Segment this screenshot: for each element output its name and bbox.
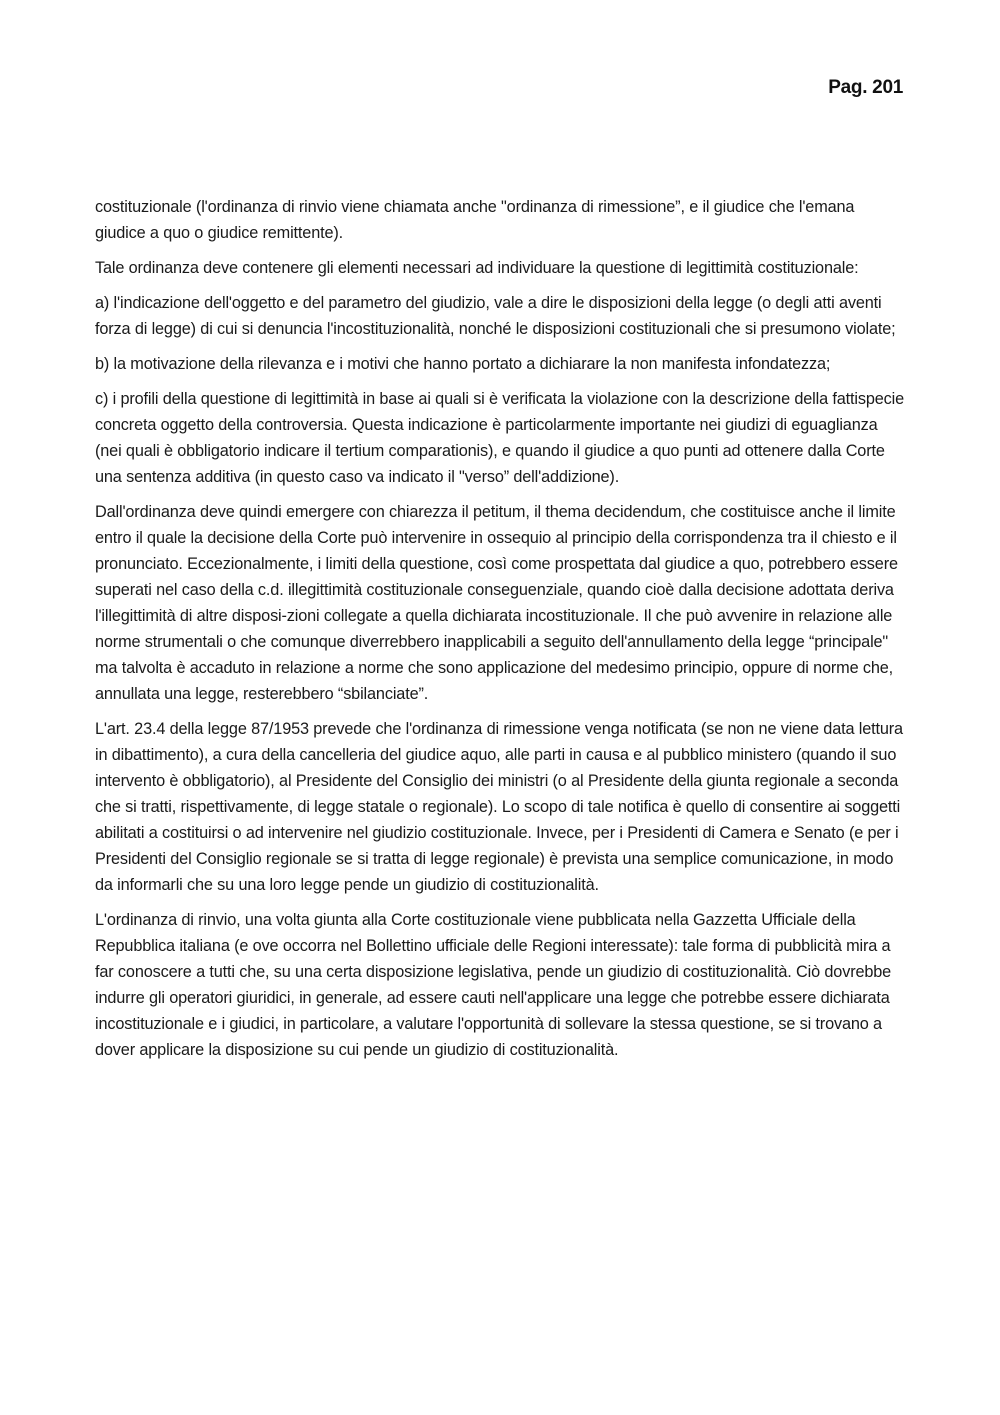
paragraph-item-b: b) la motivazione della rilevanza e i motivi che hanno portato a dichiarare la non manifesta infondatezza; xyxy=(95,355,831,373)
paragraph-item-c: c) i profili della questione di legittimità in base ai quali si è verificata la violazione con la descrizione della fattispecie concreta oggetto della controversia. Questa indicazione è particolarmente importante nei giudizi di eguaglianza (nei quali è obbligatorio indicare il tertium comparationis), e quando il giudice a quo punti ad ottenere dalla Corte una sentenza additiva (in questo caso va indicato il "verso” dell'addizione). xyxy=(95,390,905,486)
paragraph-item-a: a) l'indicazione dell'oggetto e del parametro del giudizio, vale a dire le disposizioni della legge (o degli atti aventi forza di legge) di cui si denuncia l'incostituzionalità, nonché le disposizioni costituzionali che si presumono violate; xyxy=(95,294,896,338)
paragraph-publication: L'ordinanza di rinvio, una volta giunta alla Corte costituzionale viene pubblicata nella Gazzetta Ufficiale della Repubblica italiana (e ove occorra nel Bollettino ufficiale delle Regioni interessate): tale forma di pubblicità mira a far conoscere a tutti che, su una certa disposizione legislativa, pende un giudizio di costituzionalità. Ciò dovrebbe indurre gli operatori giuridici, in generale, ad essere cauti nell'applicare una legge che potrebbe essere dichiarata incostituzionale e i giudici, in particolare, a valutare l'opportunità di sollevare la stessa questione, se si trovano a dover applicare la disposizione su cui pende un giudizio di costituzionalità. xyxy=(95,911,892,1059)
document-body xyxy=(95,194,907,1072)
paragraph-continuation: costituzionale (l'ordinanza di rinvio viene chiamata anche "ordinanza di rimessione”, e il giudice che l'emana giudice a quo o giudice remittente). xyxy=(95,198,855,242)
paragraph-ordinance-contents: Tale ordinanza deve contenere gli elementi necessari ad individuare la questione di legittimità costituzionale: xyxy=(95,259,859,277)
page-number: Pag. 201 xyxy=(828,77,903,98)
paragraph-notification: L'art. 23.4 della legge 87/1953 prevede che l'ordinanza di rimessione venga notificata (se non ne viene data lettura in dibattimento), a cura della cancelleria del giudice aquo, alle parti in causa e al pubblico ministero (quando il suo intervento è obbligatorio), al Presidente del Consiglio dei ministri (o al Presidente della giunta regionale a seconda che si tratti, rispettivamente, di legge statale o regionale). Lo scopo di tale notifica è quello di consentire ai soggetti abilitati a costituirsi o ad intervenire nel giudizio costituzionale. Invece, per i Presidenti di Camera e Senato (e per i Presidenti del Consiglio regionale se si tratta di legge regionale) è prevista una semplice comunicazione, in modo da informarli che su una loro legge pende un giudizio di costituzionalità. xyxy=(95,720,903,894)
paragraph-petitum: Dall'ordinanza deve quindi emergere con chiarezza il petitum, il thema decidendum, che costituisce anche il limite entro il quale la decisione della Corte può intervenire in ossequio al principio della corrispondenza tra il chiesto e il pronunciato. Eccezionalmente, i limiti della questione, così come prospettata dal giudice a quo, potrebbero essere superati nel caso della c.d. illegittimità costituzionale conseguenziale, quando cioè dalla decisione adottata deriva l'illegittimità di altre disposi-zioni collegate a quella dichiarata incostituzionale. Il che può avvenire in relazione alle norme strumentali o che comunque diverrebbero inapplicabili a seguito dell'annullamento della legge “principale" ma talvolta è accaduto in relazione a norme che sono applicazione del medesimo principio, oppure di norme che, annullata una legge, resterebbero “sbilanciate”. xyxy=(95,503,898,703)
